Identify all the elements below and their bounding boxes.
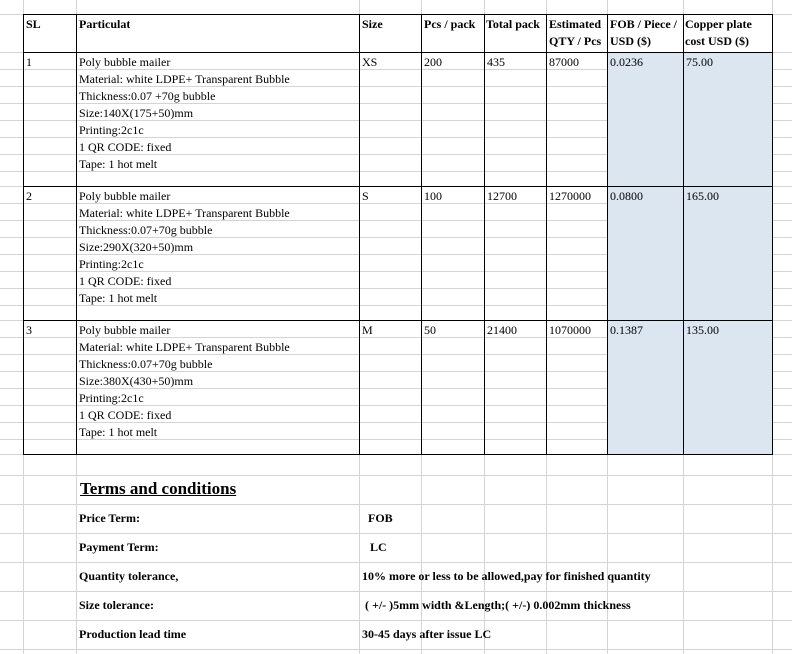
description-line: 1 QR CODE: fixed [79,274,172,288]
payment-term-label: Payment Term: [79,540,159,554]
description-line: Size:140X(175+50)mm [79,106,194,120]
description-line: Poly bubble mailer [79,189,171,203]
size-tolerance-label: Size tolerance: [79,598,154,612]
description-line: Material: white LDPE+ Transparent Bubble [79,206,290,220]
description-line: Material: white LDPE+ Transparent Bubble [79,340,290,354]
description-line: 1 QR CODE: fixed [79,408,172,422]
row-total-pack: 21400 [487,323,517,337]
size-tolerance-value: ( +/- )5mm width &Length;( +/-) 0.002mm thickness [365,598,631,612]
header-copper-line2: cost USD ($) [685,34,749,48]
row-description [79,188,290,307]
description-line: Tape: 1 hot melt [79,157,158,171]
lead-time-value: 30-45 days after issue LC [362,627,492,641]
row-sl: 2 [26,189,32,203]
row-pcs-pack: 200 [424,55,442,69]
terms-title: Terms and conditions [80,479,237,498]
description-line: Poly bubble mailer [79,55,171,69]
fob-shading [607,53,683,454]
row-sl: 3 [26,323,32,337]
description-line: Poly bubble mailer [79,323,171,337]
description-line: Printing:2c1c [79,123,144,137]
row-description [79,54,290,173]
row-pcs-pack: 100 [424,189,442,203]
row-pcs-pack: 50 [424,323,436,337]
description-line: Thickness:0.07+70g bubble [79,357,213,371]
description-line: Printing:2c1c [79,257,144,271]
description-line: Thickness:0.07 +70g bubble [79,89,216,103]
row-fob: 0.0236 [610,55,643,69]
header-total-pack: Total pack [486,17,540,31]
row-estimated-qty: 1070000 [549,323,591,337]
description-line: Size:290X(320+50)mm [79,240,194,254]
row-copper: 75.00 [686,55,713,69]
copper-shading [683,53,772,454]
header-sl: SL [26,17,41,31]
description-line: Tape: 1 hot melt [79,425,158,439]
header-estimated-qty-line2: QTY / Pcs [549,34,602,48]
row-size: XS [362,55,378,69]
header-size: Size [362,17,383,31]
row-copper: 165.00 [686,189,719,203]
row-fob: 0.0800 [610,189,643,203]
header-fob-line2: USD ($) [610,34,651,48]
description-line: Size:380X(430+50)mm [79,374,194,388]
row-estimated-qty: 1270000 [549,189,591,203]
quantity-tolerance-label: Quantity tolerance, [79,569,179,583]
header-fob-line1: FOB / Piece / [610,17,677,31]
header-copper-line1: Copper plate [685,17,752,31]
row-copper: 135.00 [686,323,719,337]
quantity-tolerance-value: 10% more or less to be allowed,pay for finished quantity [362,569,651,583]
row-fob: 0.1387 [610,323,643,337]
description-line: Material: white LDPE+ Transparent Bubble [79,72,290,86]
header-pcs-pack: Pcs / pack [424,17,476,31]
header-particular: Particulat [79,17,131,31]
description-line: Printing:2c1c [79,391,144,405]
row-size: S [362,189,369,203]
header-estimated-qty-line1: Estimated [549,17,601,31]
price-term-value: FOB [368,511,393,525]
row-total-pack: 12700 [487,189,517,203]
description-line: Tape: 1 hot melt [79,291,158,305]
lead-time-label: Production lead time [79,627,187,641]
row-description [79,322,290,441]
price-term-label: Price Term: [79,511,140,525]
description-line: Thickness:0.07+70g bubble [79,223,213,237]
description-line: 1 QR CODE: fixed [79,140,172,154]
row-size: M [362,323,373,337]
row-estimated-qty: 87000 [549,55,579,69]
payment-term-value: LC [370,540,387,554]
row-sl: 1 [26,55,32,69]
row-total-pack: 435 [487,55,505,69]
